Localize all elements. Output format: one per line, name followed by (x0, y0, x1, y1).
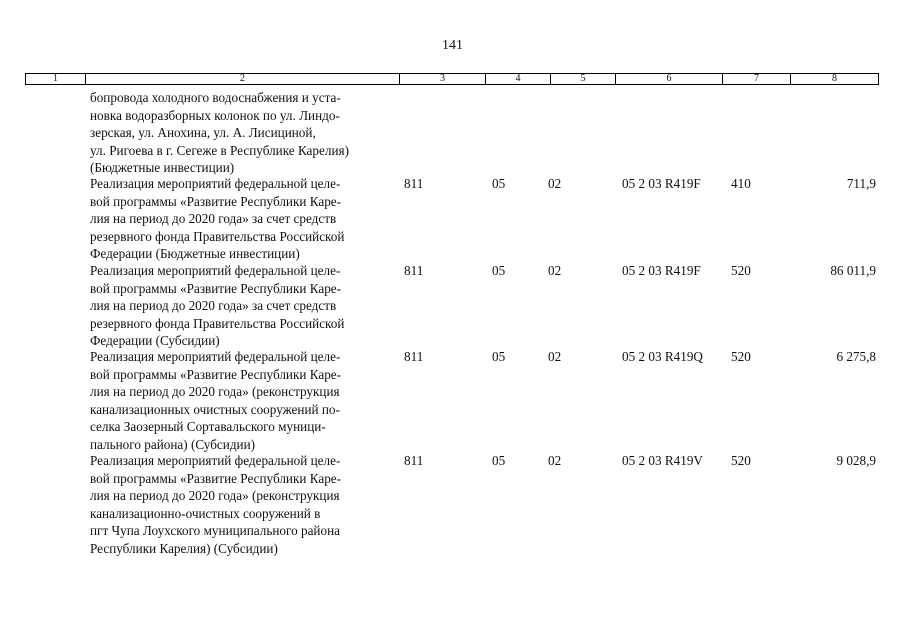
cell-col-5: 02 (548, 263, 562, 278)
cell-col-5: 02 (548, 349, 562, 364)
cell-col-6: 05 2 03 R419F (622, 176, 701, 191)
cell-col-8: 9 028,9 (836, 453, 876, 468)
cell-col-8: 86 011,9 (830, 263, 876, 278)
cell-col-6: 05 2 03 R419F (622, 263, 701, 278)
cell-col-6: 05 2 03 R419V (622, 453, 703, 468)
cell-col-3: 811 (404, 349, 424, 364)
header-col-3: 3 (399, 74, 485, 84)
cell-col-7: 520 (731, 349, 751, 364)
header-col-5: 5 (550, 74, 615, 84)
header-col-4: 4 (485, 74, 550, 84)
row-description: Реализация мероприятий федеральной целе- вой программы «Развитие Республики Каре- лия на период до 2020 года» (реконструкция канализационно-очистных сооружений в пгт Чупа Лоухского муниципального района Республики Карелия) (Субсидии) (90, 453, 342, 556)
row-description: Реализация мероприятий федеральной целе- вой программы «Развитие Республики Каре- лия на период до 2020 года» за счет средств резервного фонда Правительства Российской Федерации (Субсидии) (90, 263, 345, 349)
cell-col-5: 02 (548, 176, 562, 191)
cell-col-7: 410 (731, 176, 751, 191)
header-col-1: 1 (53, 73, 58, 84)
header-col-7: 7 (722, 74, 790, 84)
cell-col-7: 520 (731, 453, 751, 468)
cell-col-7: 520 (731, 263, 751, 278)
cell-col-4: 05 (492, 349, 506, 364)
row-description: бопровода холодного водоснабжения и уста- новка водоразборных колонок по ул. Линдо- зерская, ул. Анохина, ул. А. Лисициной, ул. Ригоева в г. Сегеже в Республике Карелия) (Бюджетные инвестиции) (90, 90, 349, 176)
row-description: Реализация мероприятий федеральной целе- вой программы «Развитие Республики Каре- лия на период до 2020 года» за счет средств резервного фонда Правительства Российской Федерации (Бюджетные инвестиции) (90, 176, 345, 262)
row-description: Реализация мероприятий федеральной целе- вой программы «Развитие Республики Каре- лия на период до 2020 года» (реконструкция канализационных очистных сооружений по- селка Заозерный Сортавальского муници- пального района) (Субсидии) (90, 349, 342, 452)
cell-col-5: 02 (548, 453, 562, 468)
cell-col-8: 6 275,8 (836, 349, 876, 364)
cell-col-3: 811 (404, 263, 424, 278)
cell-col-4: 05 (492, 263, 506, 278)
cell-col-4: 05 (492, 176, 506, 191)
table-header-row (25, 73, 879, 85)
cell-col-8: 711,9 (846, 176, 876, 191)
cell-col-4: 05 (492, 453, 506, 468)
header-col-6: 6 (615, 74, 722, 84)
header-col-8: 8 (790, 74, 878, 84)
header-col-2: 2 (85, 74, 399, 84)
cell-col-6: 05 2 03 R419Q (622, 349, 703, 364)
cell-col-3: 811 (404, 453, 424, 468)
page-number: 141 (442, 38, 463, 53)
cell-col-3: 811 (404, 176, 424, 191)
